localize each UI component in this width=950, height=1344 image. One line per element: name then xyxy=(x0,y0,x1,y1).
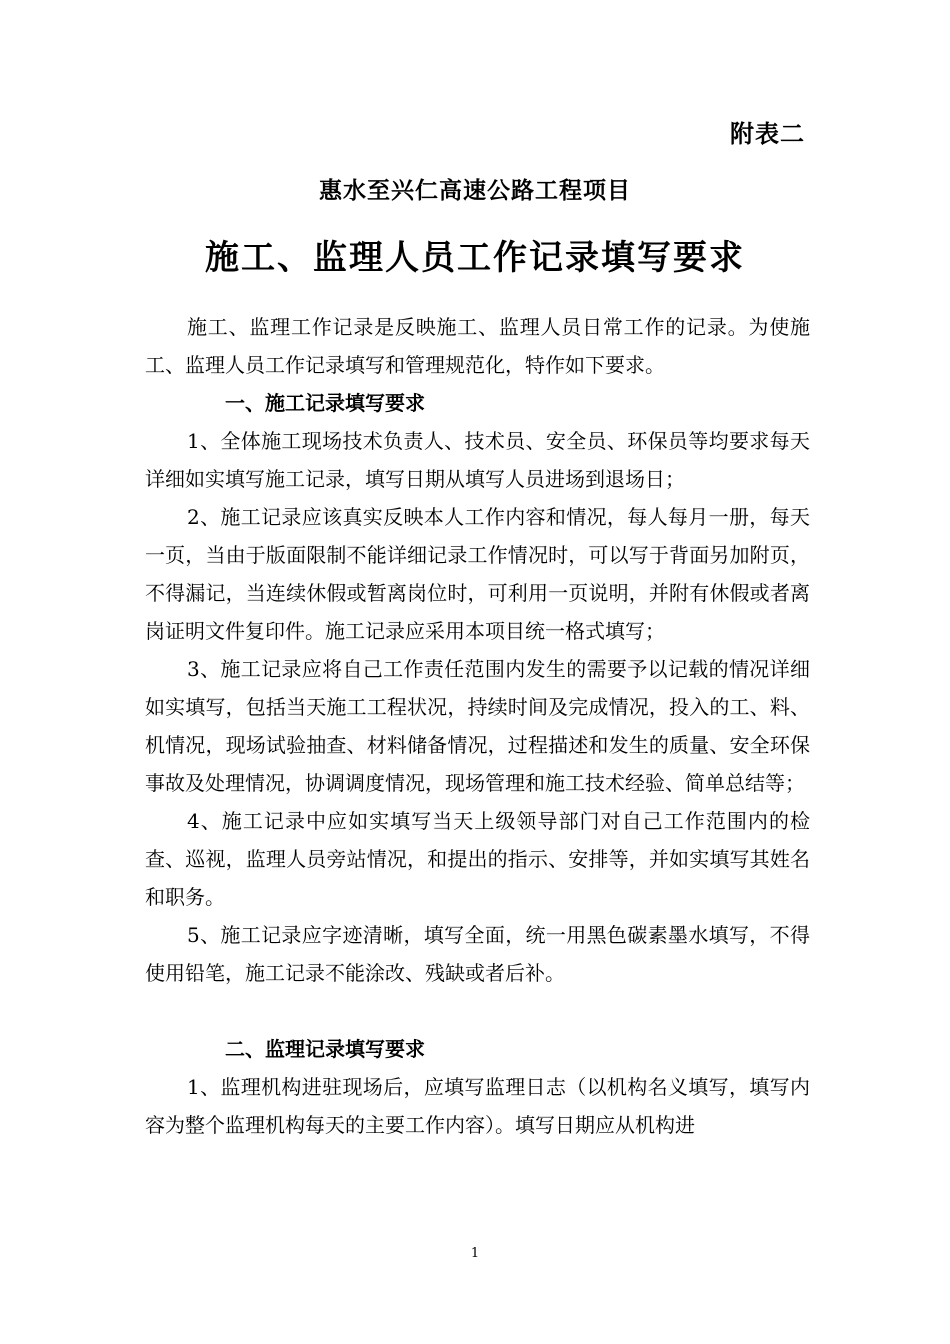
document-title: 施工、监理人员工作记录填写要求 xyxy=(205,238,745,278)
section1-heading: 一、施工记录填写要求 xyxy=(225,391,425,415)
document-body xyxy=(145,308,810,1144)
appendix-label: 附表二 xyxy=(730,119,805,148)
page-number: 1 xyxy=(470,1246,480,1261)
section1-item-4: 4、施工记录中应如实填写当天上级领导部门对自己工作范围内的检查、巡视，监理人员旁站情况，和提出的指示、安排等，并如实填写其姓名和职务。 xyxy=(145,809,810,909)
section2-item-1: 1、监理机构进驻现场后，应填写监理日志（以机构名义填写，填写内容为整个监理机构每天的主要工作内容）。填写日期应从机构进 xyxy=(145,1075,810,1137)
section1-item-1: 1、全体施工现场技术负责人、技术员、安全员、环保员等均要求每天详细如实填写施工记录，填写日期从填写人员进场到退场日； xyxy=(145,429,810,491)
section-spacer xyxy=(145,992,810,1030)
section1-item-2: 2、施工记录应该真实反映本人工作内容和情况，每人每月一册，每天一页，当由于版面限制不能详细记录工作情况时，可以写于背面另加附页，不得漏记，当连续休假或暂离岗位时，可利用一页说明，并附有休假或者离岗证明文件复印件。施工记录应采用本项目统一格式填写； xyxy=(145,505,810,643)
project-title: 惠水至兴仁高速公路工程项目 xyxy=(319,177,631,204)
intro-paragraph: 施工、监理工作记录是反映施工、监理人员日常工作的记录。为使施工、监理人员工作记录填写和管理规范化，特作如下要求。 xyxy=(145,315,810,377)
section1-item-3: 3、施工记录应将自己工作责任范围内发生的需要予以记载的情况详细如实填写，包括当天施工工程状况，持续时间及完成情况，投入的工、料、机情况，现场试验抽查、材料储备情况，过程描述和发生的质量、安全环保事故及处理情况，协调调度情况，现场管理和施工技术经验、简单总结等； xyxy=(145,657,810,795)
section1-item-5: 5、施工记录应字迹清晰，填写全面，统一用黑色碳素墨水填写，不得使用铅笔，施工记录不能涂改、残缺或者后补。 xyxy=(145,923,810,985)
section2-heading: 二、监理记录填写要求 xyxy=(225,1037,425,1061)
